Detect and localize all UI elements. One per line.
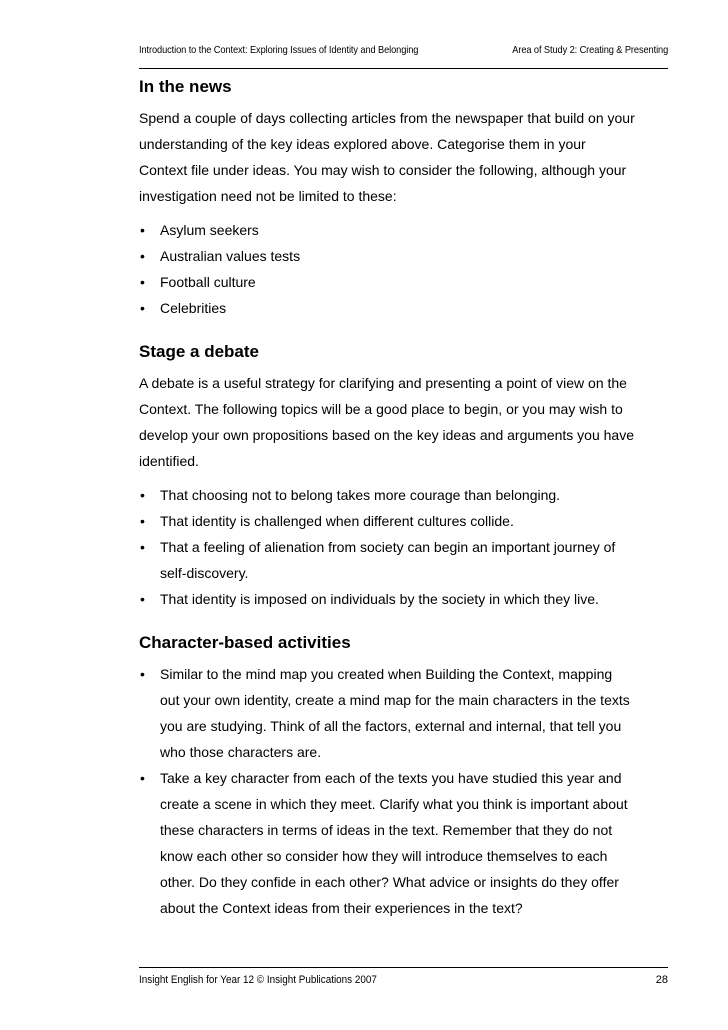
list-item-text: self-discovery. <box>160 565 249 581</box>
list-item <box>139 217 671 243</box>
list-item-text: Football culture <box>160 274 256 290</box>
bullet: • <box>140 222 145 238</box>
news-intro-line: understanding of the key ideas explored above. Categorise them in your <box>139 136 586 152</box>
list-item-text: Take a key character from each of the texts you have studied this year and <box>160 770 622 786</box>
footer-publication: Insight English for Year 12 © Insight Publications 2007 <box>139 974 377 986</box>
header-context-title: Introduction to the Context: Exploring Issues of Identity and Belonging <box>139 44 419 56</box>
list-item-text: Australian values tests <box>160 248 301 264</box>
debate-intro-line: identified. <box>139 453 199 469</box>
list-item <box>139 269 671 295</box>
news-topic-list <box>139 217 671 321</box>
section-heading-character: Character-based activities <box>139 633 351 652</box>
list-item-text: who those characters are. <box>160 744 322 760</box>
page-content <box>139 76 671 921</box>
list-item-text: That identity is imposed on individuals by the society in which they live. <box>160 591 599 607</box>
news-intro-line: Spend a couple of days collecting articles from the newspaper that build on your <box>139 110 635 126</box>
list-item <box>139 765 671 921</box>
list-item <box>139 586 671 612</box>
list-item <box>139 661 671 765</box>
news-intro-line: investigation need not be limited to these: <box>139 188 397 204</box>
section-heading-debate: Stage a debate <box>139 342 259 361</box>
debate-intro-line: Context. The following topics will be a good place to begin, or you may wish to <box>139 401 623 417</box>
list-item <box>139 534 671 586</box>
bullet: • <box>140 591 145 607</box>
bullet: • <box>140 770 145 786</box>
list-item-text: about the Context ideas from their experiences in the text? <box>160 900 523 916</box>
bullet: • <box>140 513 145 529</box>
list-item <box>139 295 671 321</box>
bullet: • <box>140 487 145 503</box>
bullet: • <box>140 300 145 316</box>
debate-intro-line: develop your own propositions based on the key ideas and arguments you have <box>139 427 634 443</box>
list-item <box>139 482 671 508</box>
character-activity-list <box>139 661 671 921</box>
debate-intro-line: A debate is a useful strategy for clarifying and presenting a point of view on the <box>139 375 627 391</box>
page-footer <box>139 967 668 986</box>
bullet: • <box>140 666 145 682</box>
list-item-text: Similar to the mind map you created when Building the Context, mapping <box>160 666 613 682</box>
news-intro <box>139 105 671 209</box>
debate-intro <box>139 370 671 474</box>
list-item-text: Celebrities <box>160 300 227 316</box>
bullet: • <box>140 248 145 264</box>
list-item-text: That choosing not to belong takes more courage than belonging. <box>160 487 561 503</box>
list-item-text: create a scene in which they meet. Clarify what you think is important about <box>160 796 628 812</box>
header-area-of-study: Area of Study 2: Creating & Presenting <box>512 44 668 56</box>
list-item <box>139 508 671 534</box>
list-item <box>139 243 671 269</box>
list-item-text: Asylum seekers <box>160 222 259 238</box>
list-item-text: these characters in terms of ideas in the text. Remember that they do not <box>160 822 613 838</box>
list-item-text: know each other so consider how they will introduce themselves to each <box>160 848 608 864</box>
list-item-text: other. Do they confide in each other? What advice or insights do they offer <box>160 874 619 890</box>
list-item-text: out your own identity, create a mind map for the main characters in the texts <box>160 692 630 708</box>
page-header <box>139 44 668 69</box>
list-item-text: That a feeling of alienation from society can begin an important journey of <box>160 539 616 555</box>
news-intro-line: Context file under ideas. You may wish to consider the following, although your <box>139 162 627 178</box>
page-number: 28 <box>655 974 668 986</box>
bullet: • <box>140 539 145 555</box>
bullet: • <box>140 274 145 290</box>
list-item-text: That identity is challenged when different cultures collide. <box>160 513 514 529</box>
list-item-text: you are studying. Think of all the factors, external and internal, that tell you <box>160 718 622 734</box>
debate-topic-list <box>139 482 671 612</box>
section-heading-news: In the news <box>139 77 232 96</box>
